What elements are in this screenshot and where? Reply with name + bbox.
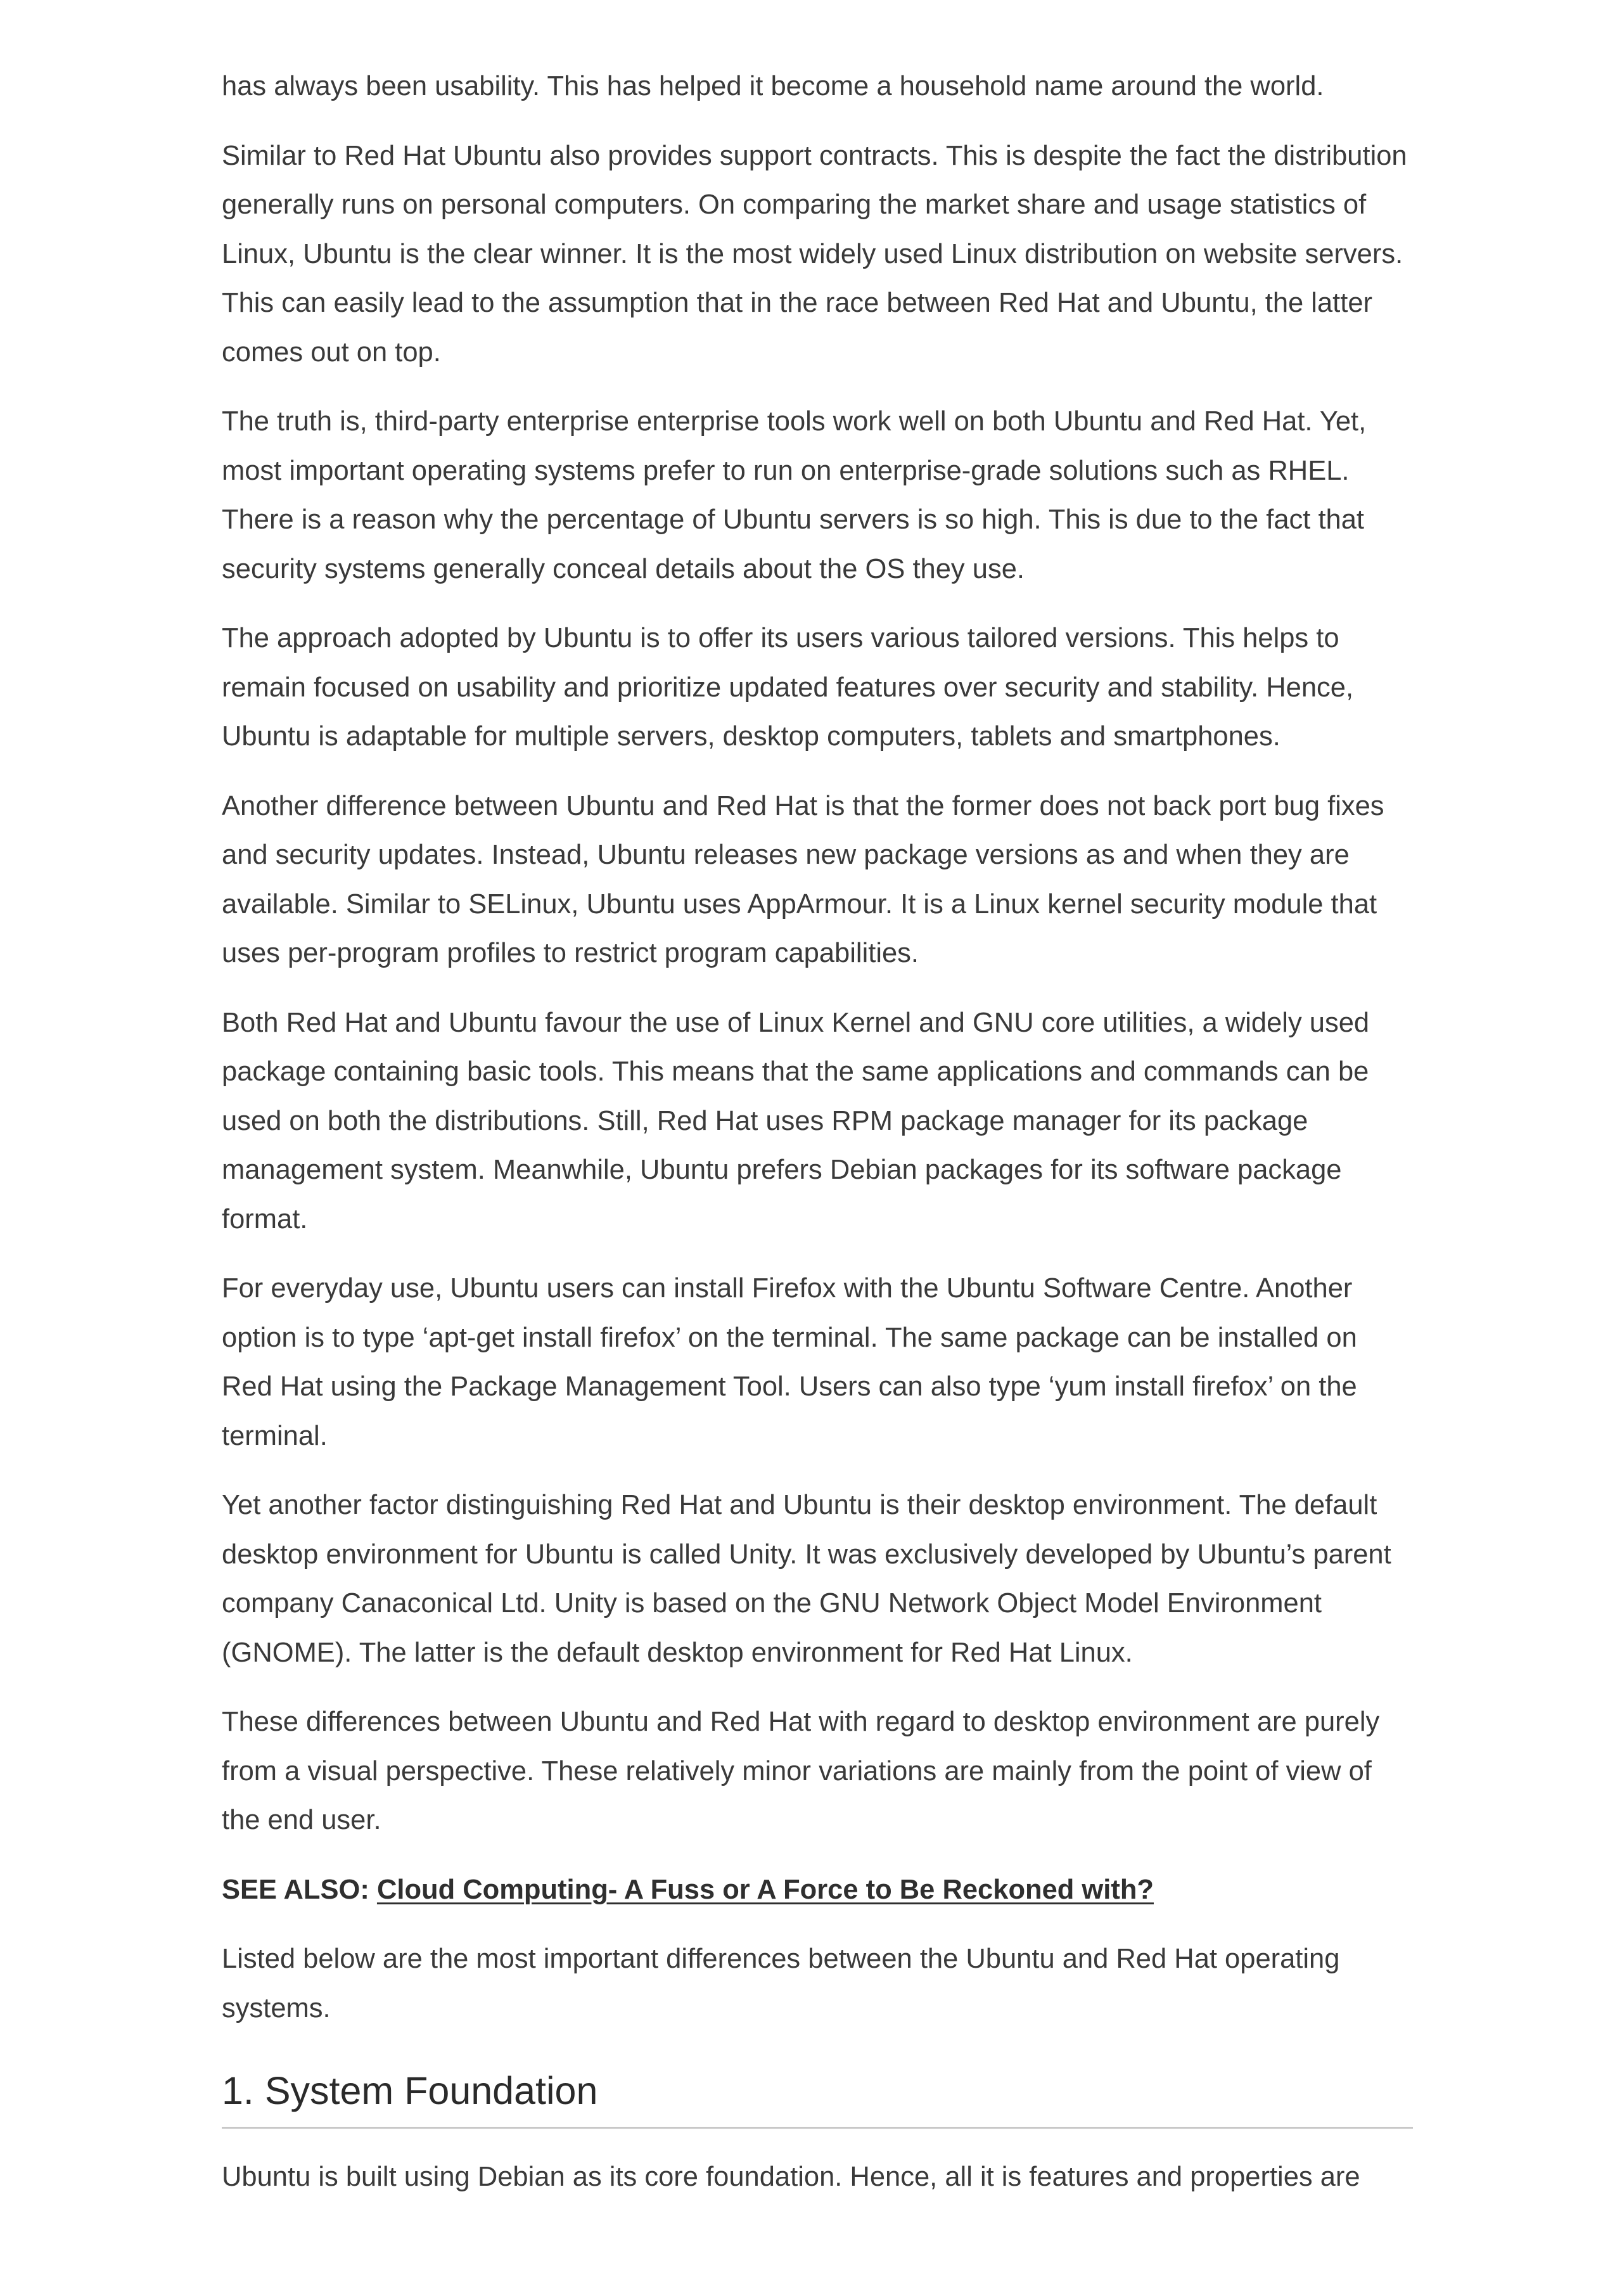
see-also-line xyxy=(222,1866,1413,1915)
paragraph-enterprise-tools: The truth is, third-party enterprise enterprise tools work well on both Ubuntu and Red Hat. Yet, most important operating systems prefer to run on enterprise-grade solutions such as RHEL. There is a reason why the percentage of Ubuntu servers is so high. This is due to the fact that security systems generally conceal details about the OS they use. xyxy=(222,406,1367,584)
paragraph-tailored-versions: The approach adopted by Ubuntu is to offer its users various tailored versions. This helps to remain focused on usability and prioritize updated features over security and stability. Hence, Ubuntu is adaptable for multiple servers, desktop computers, tablets and smartphones. xyxy=(222,623,1354,752)
paragraph-visual-differences: These differences between Ubuntu and Red Hat with regard to desktop environment are purely from a visual perspective. These relatively minor variations are mainly from the point of view of the end user. xyxy=(222,1707,1380,1835)
paragraph-differences-intro: Listed below are the most important differences between the Ubuntu and Red Hat operating systems. xyxy=(222,1944,1340,2023)
see-also-label: SEE ALSO: xyxy=(222,1874,369,1905)
paragraph-desktop-environment: Yet another factor distinguishing Red Hat and Ubuntu is their desktop environment. The default desktop environment for Ubuntu is called Unity. It was exclusively developed by Ubuntu’s parent company Canaconical Ltd. Unity is based on the GNU Network Object Model Environment (GNOME). The latter is the default desktop environment for Red Hat Linux. xyxy=(222,1490,1391,1668)
article-body xyxy=(222,68,1413,2222)
paragraph-firefox-install: For everyday use, Ubuntu users can install Firefox with the Ubuntu Software Centre. Another option is to type ‘apt-get install firefox’ on the terminal. The same package can be installed on Red Hat using the Package Management Tool. Users can also type ‘yum install firefox’ on the terminal. xyxy=(222,1273,1357,1451)
see-also-link[interactable]: Cloud Computing- A Fuss or A Force to Be Reckoned with? xyxy=(376,1874,1154,1905)
section-heading-system-foundation: 1. System Foundation xyxy=(222,2068,1413,2129)
paragraph-usability-intro: has always been usability. This has helped it become a household name around the world. xyxy=(222,71,1324,101)
paragraph-package-management: Both Red Hat and Ubuntu favour the use of Linux Kernel and GNU core utilities, a widely used package containing basic tools. This means that the same applications and commands can be used on both the distributions. Still, Red Hat uses RPM package manager for its package management system. Meanwhile, Ubuntu prefers Debian packages for its software package format. xyxy=(222,1007,1370,1235)
paragraph-system-foundation: Ubuntu is built using Debian as its core foundation. Hence, all it is features and properties are xyxy=(222,2162,1360,2192)
paragraph-security-updates: Another difference between Ubuntu and Red Hat is that the former does not back port bug fixes and security updates. Instead, Ubuntu releases new package versions as and when they are available. Similar to SELinux, Ubuntu uses AppArmour. It is a Linux kernel security module that uses per-program profiles to restrict program capabilities. xyxy=(222,790,1384,968)
paragraph-support-contracts: Similar to Red Hat Ubuntu also provides support contracts. This is despite the fact the distribution generally runs on personal computers. On comparing the market share and usage statistics of Linux, Ubuntu is the clear winner. It is the most widely used Linux distribution on website servers. This can easily lead to the assumption that in the race between Red Hat and Ubuntu, the latter comes out on top. xyxy=(222,140,1407,368)
